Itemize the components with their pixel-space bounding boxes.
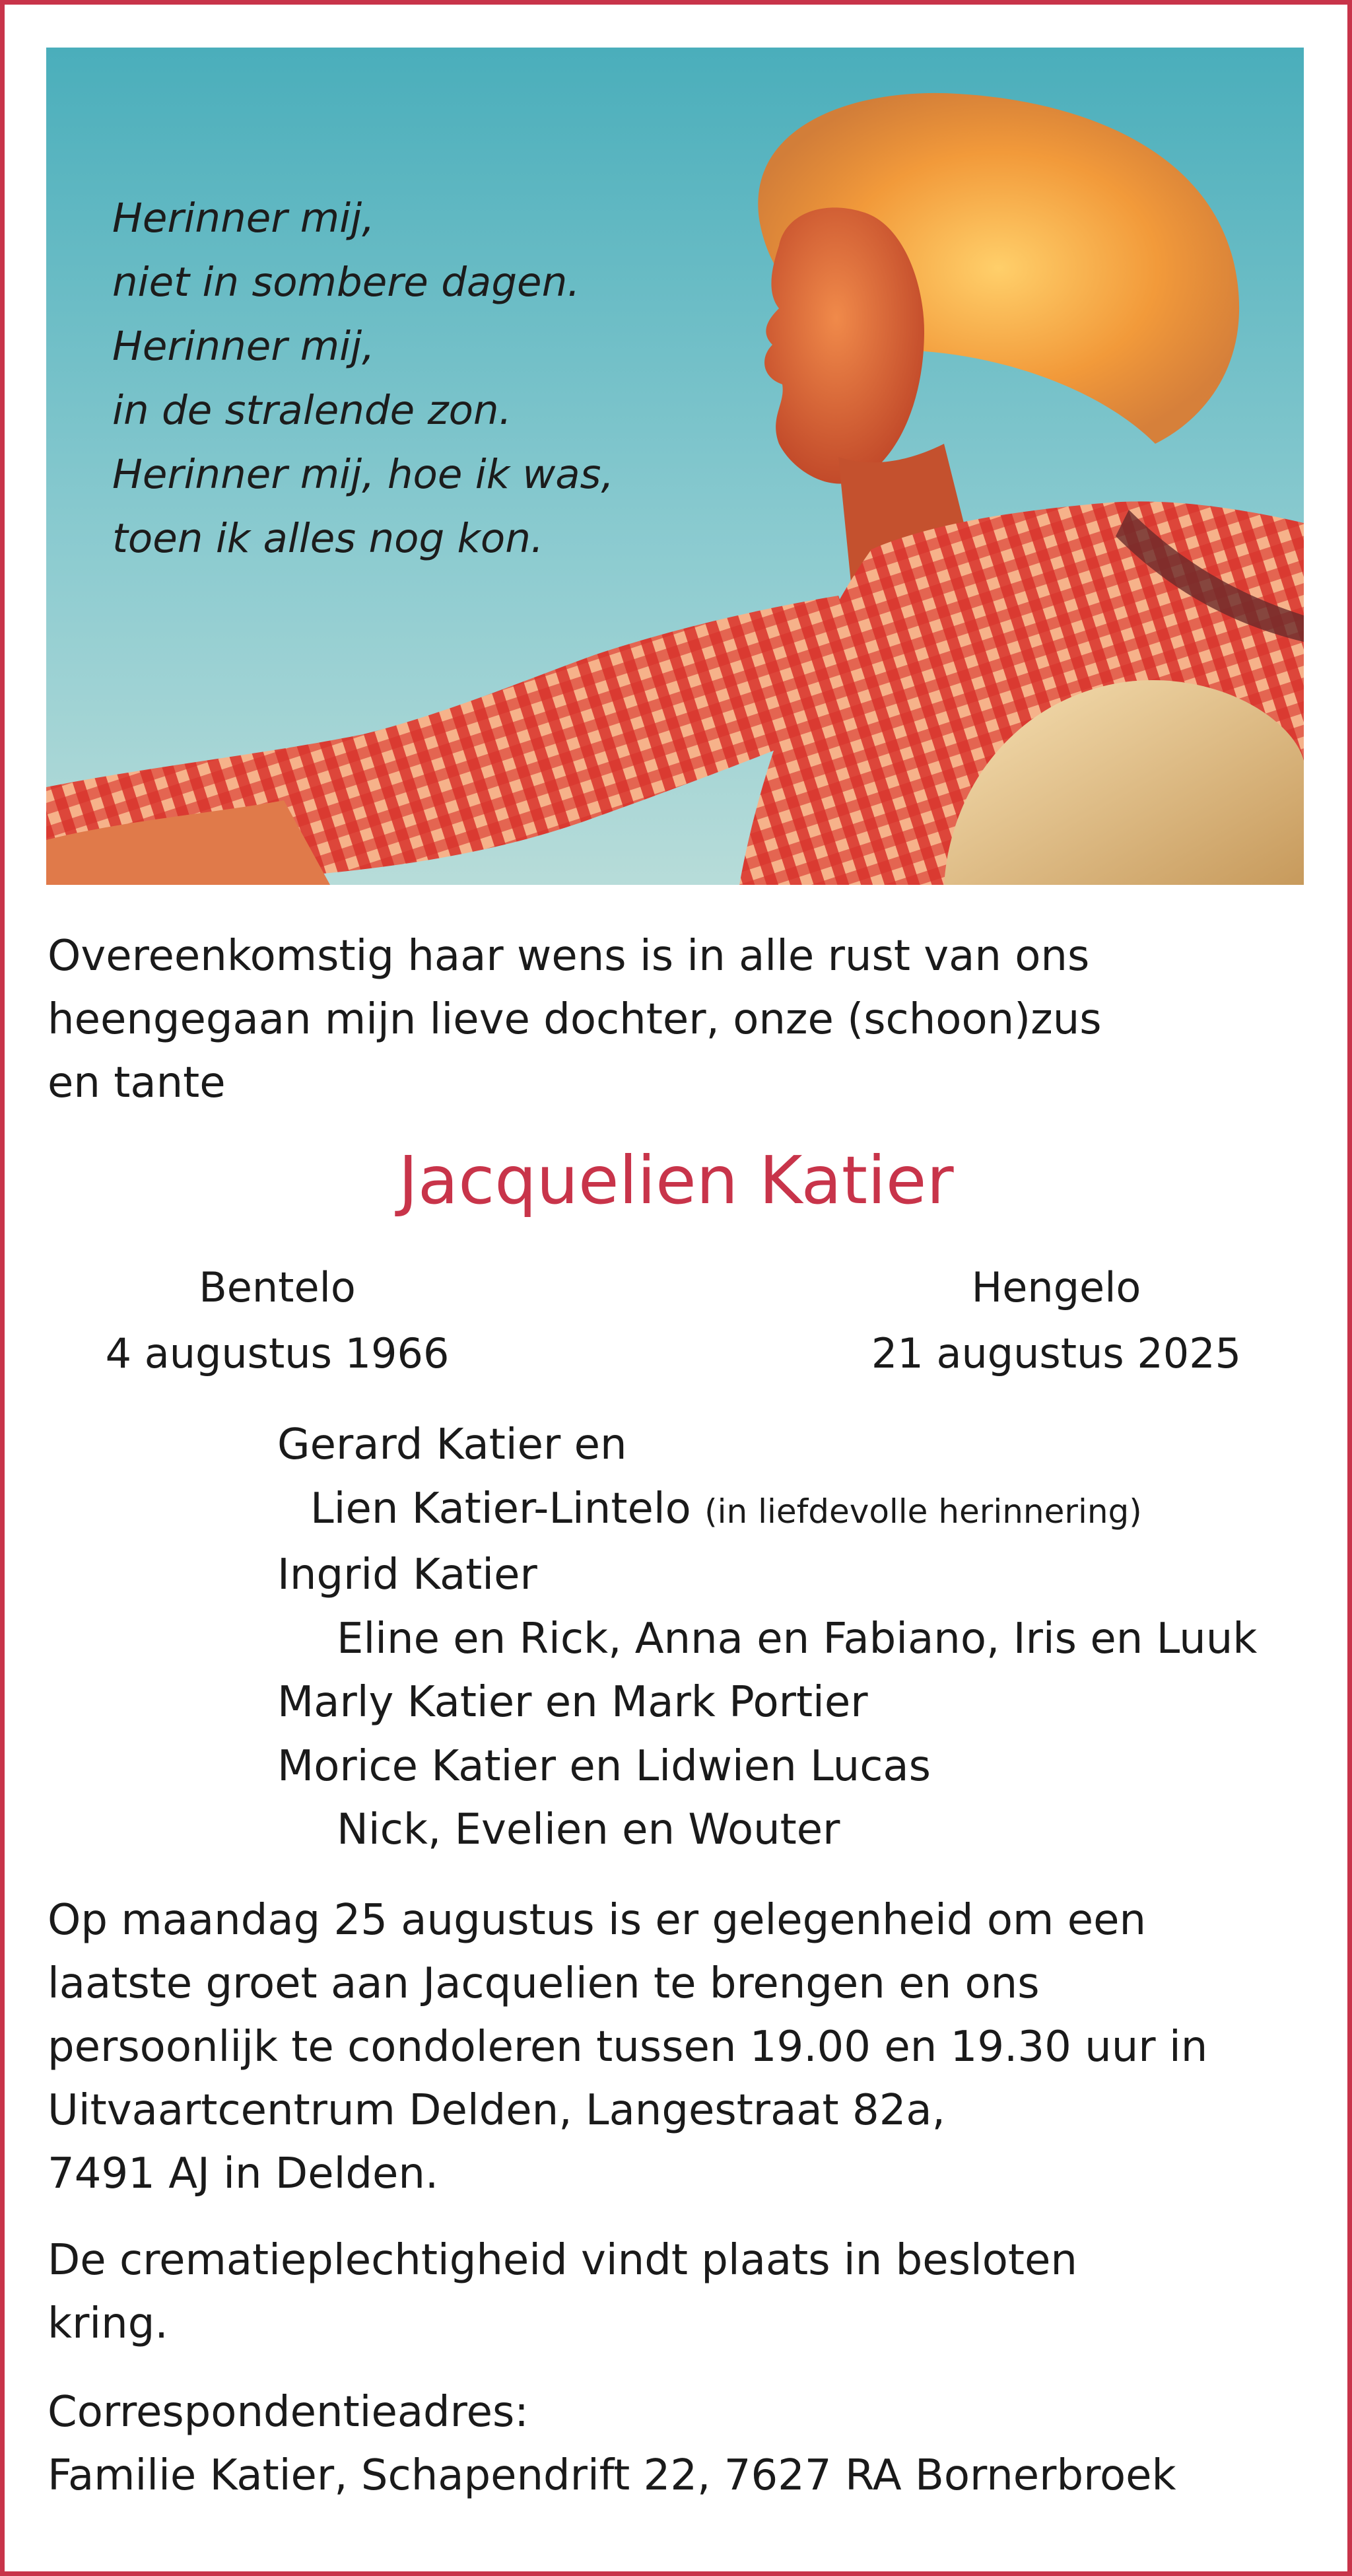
family-line: Nick, Evelien en Wouter <box>337 1805 840 1854</box>
condolence-text <box>48 1889 1295 2206</box>
condolence-line: laatste groet aan Jacquelien te brengen en ons <box>48 1959 1040 2008</box>
family-line: Morice Katier en Lidwien Lucas <box>277 1741 931 1791</box>
condolence-line: Op maandag 25 augustus is er gelegenheid om een <box>48 1896 1146 1945</box>
poem-line: in de stralende zon. <box>112 387 512 434</box>
poem-line: toen ik alles nog kon. <box>112 515 544 562</box>
poem-line: Herinner mij, <box>112 195 375 242</box>
family-line: Eline en Rick, Anna en Fabiano, Iris en Luuk <box>337 1614 1258 1663</box>
death-place: Hengelo <box>971 1263 1141 1311</box>
intro-text <box>48 924 1289 1115</box>
birth-date: 4 augustus 1966 <box>105 1329 450 1377</box>
family-line <box>277 1477 1257 1544</box>
memorial-poem <box>112 186 614 571</box>
deceased-name: Jacquelien Katier <box>398 1142 954 1219</box>
birth-place: Bentelo <box>199 1263 356 1311</box>
intro-line: heengegaan mijn lieve dochter, onze (schoon)zus <box>48 995 1102 1044</box>
poem-line: Herinner mij, <box>112 323 375 370</box>
cremation-text <box>48 2229 1295 2355</box>
poem-line: Herinner mij, hoe ik was, <box>112 451 614 498</box>
intro-line: Overeenkomstig haar wens is in alle rust van ons <box>48 932 1090 981</box>
poem-line: niet in sombere dagen. <box>112 259 580 306</box>
condolence-line: Uitvaartcentrum Delden, Langestraat 82a, <box>48 2086 945 2135</box>
intro-line: en tante <box>48 1059 226 1107</box>
death-date: 21 augustus 2025 <box>871 1329 1242 1377</box>
family-line: Marly Katier en Mark Portier <box>277 1678 868 1727</box>
memorial-note: (in liefdevolle herinnering) <box>704 1492 1142 1531</box>
correspondence-label: Correspondentieadres: <box>48 2388 529 2437</box>
family-list <box>277 1413 1257 1862</box>
portrait-photo <box>46 48 1304 885</box>
cremation-line: De crematieplechtigheid vindt plaats in besloten <box>48 2236 1077 2285</box>
correspondence-block <box>48 2381 1295 2507</box>
family-line: Ingrid Katier <box>277 1550 537 1599</box>
correspondence-address: Familie Katier, Schapendrift 22, 7627 RA Bornerbroek <box>48 2451 1176 2500</box>
condolence-line: 7491 AJ in Delden. <box>48 2149 439 2198</box>
family-line: Gerard Katier en <box>277 1420 627 1469</box>
family-name: Lien Katier-Lintelo <box>310 1484 691 1533</box>
condolence-line: persoonlijk te condoleren tussen 19.00 en 19.30 uur in <box>48 2023 1208 2071</box>
cremation-line: kring. <box>48 2299 168 2348</box>
